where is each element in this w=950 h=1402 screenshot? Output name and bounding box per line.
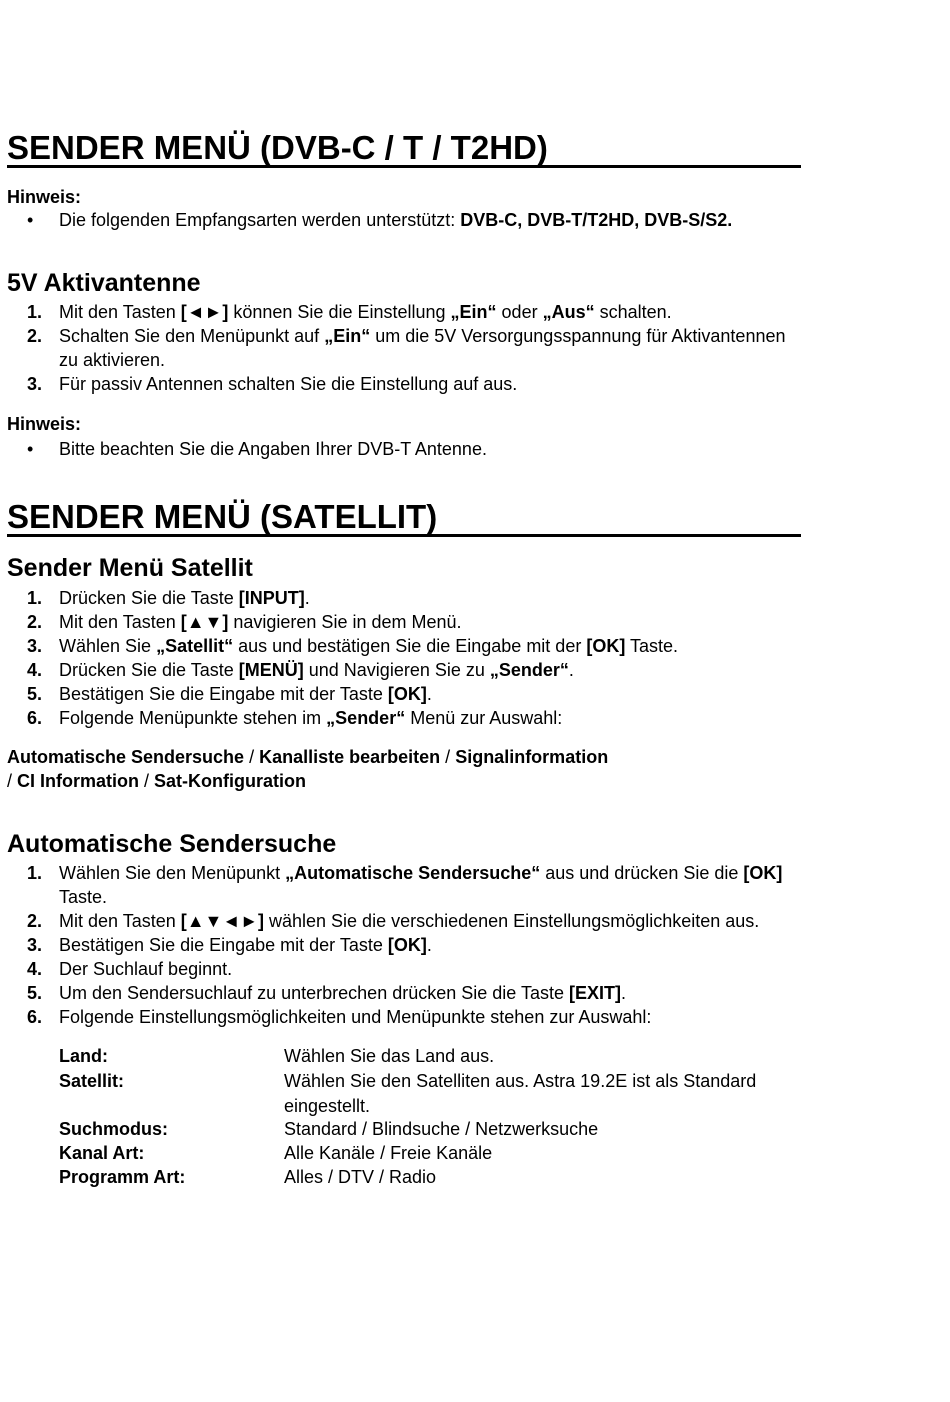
text: Bestätigen Sie die Eingabe mit der Taste bbox=[59, 684, 388, 704]
option-label: „Ein“ bbox=[324, 326, 371, 346]
text: Für passiv Antennen schalten Sie die Einstellung auf aus. bbox=[59, 374, 518, 394]
list-item bbox=[59, 1005, 651, 1029]
text: . bbox=[568, 660, 574, 680]
list-number: 5. bbox=[26, 684, 42, 704]
text: Bestätigen Sie die Eingabe mit der Taste bbox=[59, 935, 388, 955]
text: . bbox=[304, 588, 310, 608]
list-item-continuation: zu aktivieren. bbox=[59, 350, 166, 370]
text: um die 5V Versorgungsspannung für Aktivantennen bbox=[370, 326, 786, 346]
list-item bbox=[59, 861, 782, 885]
key-label: [INPUT] bbox=[238, 588, 305, 608]
list-item bbox=[59, 586, 310, 610]
note-text: Bitte beachten Sie die Angaben Ihrer DVB-T Antenne. bbox=[59, 439, 487, 459]
list-number: 2. bbox=[26, 612, 42, 632]
separator: / bbox=[139, 771, 155, 791]
option-key: Kanal Art: bbox=[59, 1143, 145, 1163]
separator: / bbox=[7, 771, 18, 791]
separator: / bbox=[244, 747, 260, 767]
list-item bbox=[59, 610, 462, 634]
option-label: „Sender“ bbox=[489, 660, 569, 680]
key-label: [OK] bbox=[586, 636, 626, 656]
text: und Navigieren Sie zu bbox=[303, 660, 490, 680]
text: Mit den Tasten bbox=[59, 911, 181, 931]
text: Taste. bbox=[625, 636, 679, 656]
bullet-icon: • bbox=[27, 210, 34, 230]
heading-automatische-sendersuche: Automatische Sendersuche bbox=[7, 830, 337, 858]
text: . bbox=[620, 983, 626, 1003]
heading-sender-menu-satellit: Sender Menü Satellit bbox=[7, 554, 253, 582]
list-item bbox=[59, 706, 562, 730]
bullet-icon: • bbox=[27, 439, 34, 459]
menu-option: Signalinformation bbox=[455, 747, 609, 767]
option-value: Wählen Sie das Land aus. bbox=[284, 1046, 495, 1066]
text: Folgende Einstellungsmöglichkeiten und Menüpunkte stehen zur Auswahl: bbox=[59, 1007, 652, 1027]
list-item bbox=[59, 957, 232, 981]
list-number: 6. bbox=[26, 1007, 42, 1027]
key-label: [OK] bbox=[743, 863, 783, 883]
option-label: „Satellit“ bbox=[156, 636, 234, 656]
text: Wählen Sie den Menüpunkt bbox=[59, 863, 286, 883]
option-label: „Automatische Sendersuche“ bbox=[285, 863, 541, 883]
menu-option: Sat-Konfiguration bbox=[154, 771, 307, 791]
list-number: 2. bbox=[26, 911, 42, 931]
text: Der Suchlauf beginnt. bbox=[59, 959, 233, 979]
option-value: Alles / DTV / Radio bbox=[284, 1167, 437, 1187]
list-item bbox=[59, 981, 626, 1005]
separator: / bbox=[440, 747, 456, 767]
text: oder bbox=[496, 302, 543, 322]
option-key: Land: bbox=[59, 1046, 108, 1066]
text: Wählen Sie bbox=[59, 636, 157, 656]
list-item bbox=[59, 658, 574, 682]
option-key: Satellit: bbox=[59, 1071, 125, 1091]
list-item bbox=[59, 324, 786, 348]
note-label: Hinweis: bbox=[7, 187, 82, 207]
menu-option: Automatische Sendersuche bbox=[7, 747, 245, 767]
option-value: Standard / Blindsuche / Netzwerksuche bbox=[284, 1119, 599, 1139]
text: . bbox=[426, 684, 432, 704]
text: schalten. bbox=[594, 302, 672, 322]
text: aus und drücken Sie die bbox=[540, 863, 744, 883]
key-label: [OK] bbox=[387, 684, 427, 704]
heading-aktivantenne: 5V Aktivantenne bbox=[7, 269, 201, 297]
section-title-satellit: SENDER MENÜ (SATELLIT) bbox=[7, 497, 801, 537]
option-key: Programm Art: bbox=[59, 1167, 186, 1187]
list-number: 5. bbox=[26, 983, 42, 1003]
list-number: 3. bbox=[26, 935, 42, 955]
list-number: 3. bbox=[26, 374, 42, 394]
list-number: 6. bbox=[26, 708, 42, 728]
text: können Sie die Einstellung bbox=[228, 302, 451, 322]
text: navigieren Sie in dem Menü. bbox=[228, 612, 462, 632]
key-label: [OK] bbox=[387, 935, 427, 955]
text: Drücken Sie die Taste bbox=[59, 660, 239, 680]
key-label: [EXIT] bbox=[568, 983, 621, 1003]
list-item bbox=[59, 933, 432, 957]
section-title-dvb: SENDER MENÜ (DVB-C / T / T2HD) bbox=[7, 128, 801, 168]
option-label: „Aus“ bbox=[542, 302, 595, 322]
key-label: [▲▼] bbox=[180, 612, 229, 632]
text: wählen Sie die verschiedenen Einstellungsmöglichkeiten aus. bbox=[264, 911, 760, 931]
note-label: Hinweis: bbox=[7, 414, 82, 434]
text: Mit den Tasten bbox=[59, 612, 181, 632]
option-label: „Sender“ bbox=[326, 708, 406, 728]
text: Schalten Sie den Menüpunkt auf bbox=[59, 326, 325, 346]
list-number: 4. bbox=[26, 959, 42, 979]
list-item bbox=[59, 909, 759, 933]
text: aus und bestätigen Sie die Eingabe mit der bbox=[233, 636, 587, 656]
option-value: Alle Kanäle / Freie Kanäle bbox=[284, 1143, 493, 1163]
note-text bbox=[59, 208, 732, 232]
list-item bbox=[59, 682, 432, 706]
list-number: 1. bbox=[26, 302, 42, 322]
menu-options-line bbox=[7, 745, 608, 769]
option-key: Suchmodus: bbox=[59, 1119, 169, 1139]
list-item bbox=[59, 300, 672, 324]
option-value: Wählen Sie den Satelliten aus. Astra 19.2E ist als Standard bbox=[284, 1071, 757, 1091]
menu-options-line bbox=[7, 769, 306, 793]
menu-option: CI Information bbox=[17, 771, 140, 791]
list-number: 4. bbox=[26, 660, 42, 680]
menu-option: Kanalliste bearbeiten bbox=[259, 747, 441, 767]
list-number: 2. bbox=[26, 326, 42, 346]
text: Drücken Sie die Taste bbox=[59, 588, 239, 608]
text: Folgende Menüpunkte stehen im bbox=[59, 708, 327, 728]
key-label: [▲▼◄►] bbox=[180, 911, 264, 931]
option-value-continuation: eingestellt. bbox=[284, 1096, 371, 1116]
note-text-plain: Die folgenden Empfangsarten werden unterstützt: bbox=[59, 210, 461, 230]
option-label: „Ein“ bbox=[450, 302, 497, 322]
text: Um den Sendersuchlauf zu unterbrechen drücken Sie die Taste bbox=[59, 983, 569, 1003]
key-label: [◄►] bbox=[180, 302, 229, 322]
list-number: 1. bbox=[26, 863, 42, 883]
text: . bbox=[426, 935, 432, 955]
list-item bbox=[59, 634, 678, 658]
list-number: 1. bbox=[26, 588, 42, 608]
text: Mit den Tasten bbox=[59, 302, 181, 322]
list-item-continuation: Taste. bbox=[59, 887, 108, 907]
list-item bbox=[59, 372, 517, 396]
text: Menü zur Auswahl: bbox=[405, 708, 563, 728]
list-number: 3. bbox=[26, 636, 42, 656]
note-text-bold: DVB-C, DVB-T/T2HD, DVB-S/S2. bbox=[460, 210, 733, 230]
key-label: [MENÜ] bbox=[238, 660, 304, 680]
